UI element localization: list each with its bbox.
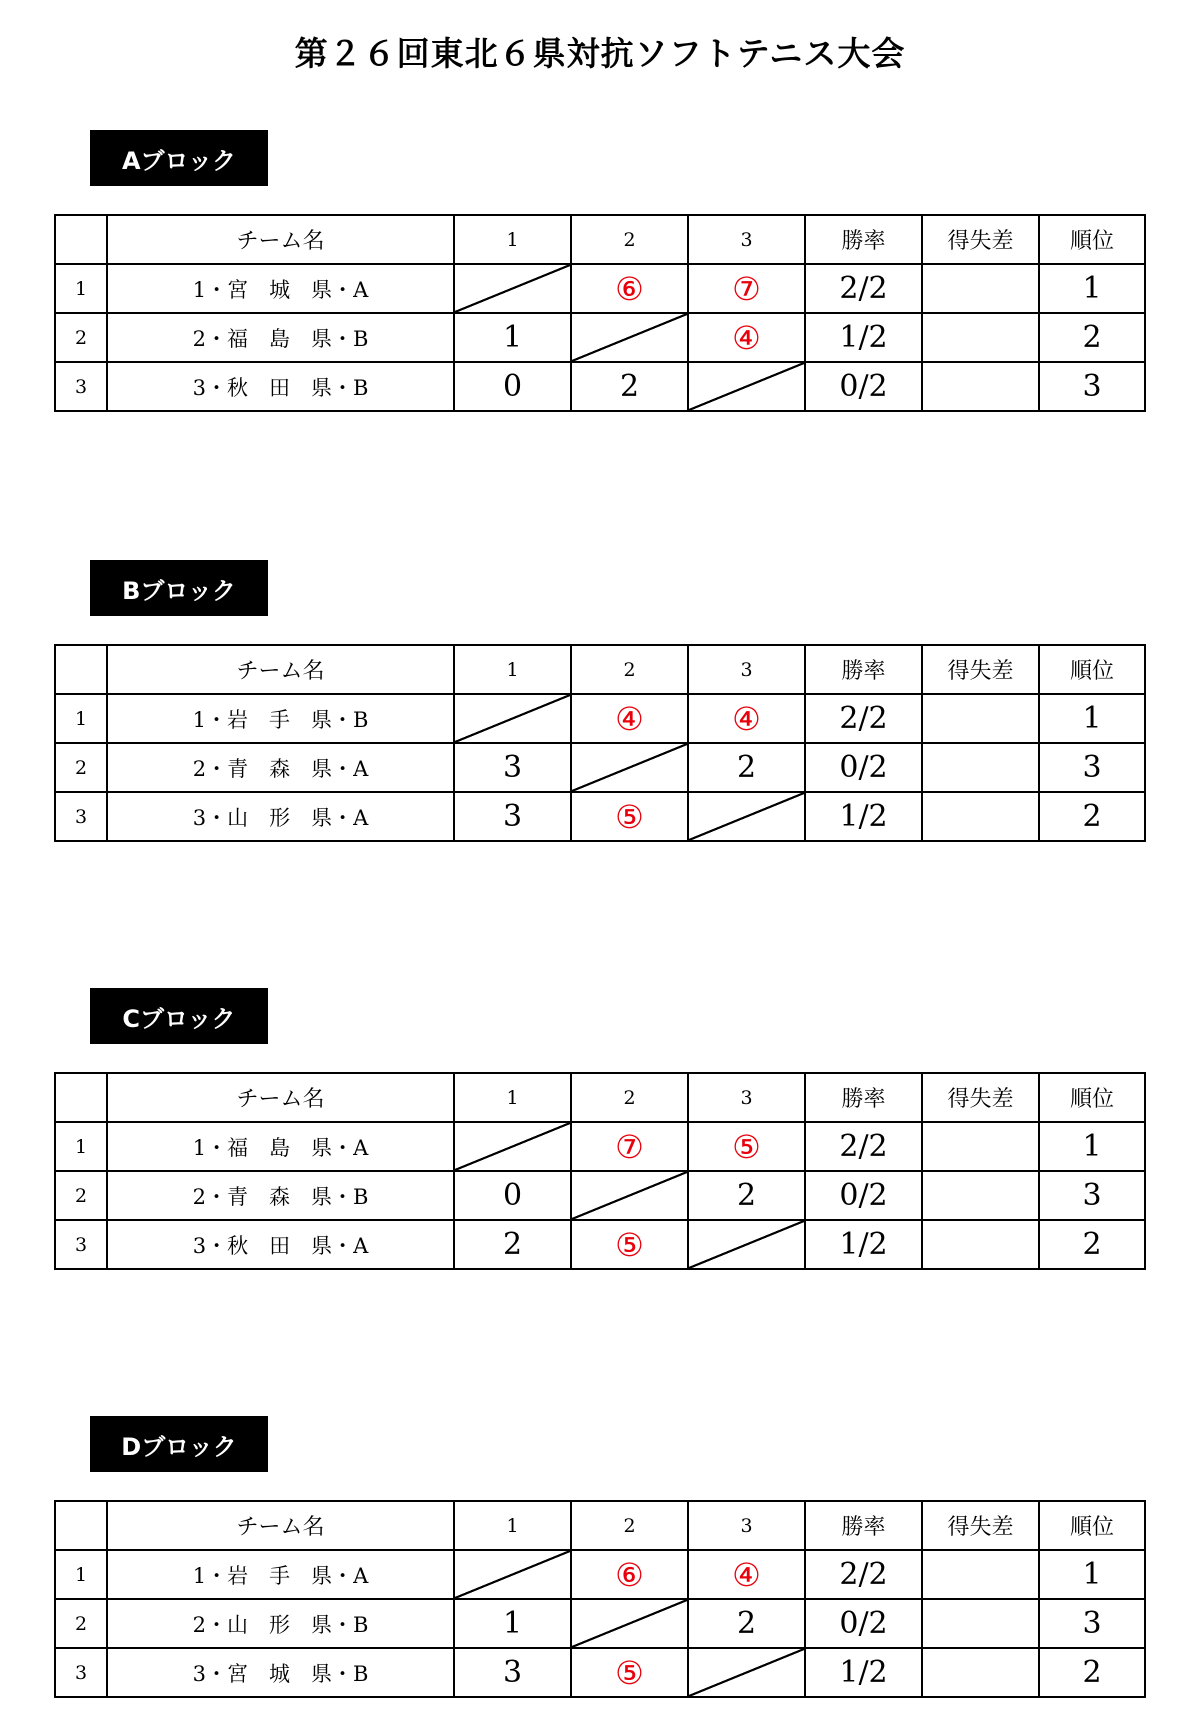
score-vs-2: 2 (571, 362, 688, 411)
score-diff (922, 1550, 1039, 1599)
score-diff (922, 1220, 1039, 1269)
table-row (55, 1648, 1145, 1697)
self-match-diagonal (454, 1122, 571, 1171)
header-row (55, 1501, 1145, 1550)
score-vs-1: 0 (454, 1171, 571, 1220)
team-name: 1・宮 城 県・A (107, 264, 454, 313)
score-diff (922, 1171, 1039, 1220)
header-rank: 順位 (1039, 215, 1145, 264)
win-rate: 1/2 (805, 792, 922, 841)
header-score-diff: 得失差 (922, 1501, 1039, 1550)
team-name: 3・秋 田 県・B (107, 362, 454, 411)
team-name: 2・山 形 県・B (107, 1599, 454, 1648)
header-match-1: 1 (454, 645, 571, 694)
team-name: 3・宮 城 県・B (107, 1648, 454, 1697)
score-diff (922, 313, 1039, 362)
score-vs-3: 2 (688, 743, 805, 792)
self-match-diagonal (688, 1648, 805, 1697)
win-rate: 2/2 (805, 1550, 922, 1599)
rank: 1 (1039, 264, 1145, 313)
row-index: 2 (55, 743, 107, 792)
team-name: 1・福 島 県・A (107, 1122, 454, 1171)
score-diff (922, 792, 1039, 841)
score-vs-2: ⑦ (571, 1122, 688, 1171)
win-rate: 0/2 (805, 743, 922, 792)
rank: 2 (1039, 792, 1145, 841)
team-name: 2・福 島 県・B (107, 313, 454, 362)
header-team: チーム名 (107, 645, 454, 694)
round-robin-table (54, 1500, 1146, 1698)
header-team: チーム名 (107, 215, 454, 264)
score-vs-2: ⑤ (571, 1648, 688, 1697)
round-robin-table (54, 644, 1146, 842)
block-label: Cブロック (90, 988, 268, 1044)
score-vs-1: 3 (454, 1648, 571, 1697)
rank: 3 (1039, 1171, 1145, 1220)
table-row (55, 362, 1145, 411)
self-match-diagonal (571, 1171, 688, 1220)
header-score-diff: 得失差 (922, 645, 1039, 694)
table-row (55, 1220, 1145, 1269)
rank: 1 (1039, 694, 1145, 743)
win-rate: 1/2 (805, 1220, 922, 1269)
row-index: 1 (55, 1550, 107, 1599)
self-match-diagonal (571, 743, 688, 792)
score-diff (922, 1122, 1039, 1171)
self-match-diagonal (454, 264, 571, 313)
score-diff (922, 1599, 1039, 1648)
header-match-1: 1 (454, 1501, 571, 1550)
score-vs-2: ⑥ (571, 1550, 688, 1599)
team-name: 3・山 形 県・A (107, 792, 454, 841)
header-index (55, 1073, 107, 1122)
table-row (55, 1122, 1145, 1171)
round-robin-table (54, 1072, 1146, 1270)
header-match-1: 1 (454, 215, 571, 264)
header-row (55, 215, 1145, 264)
score-vs-1: 1 (454, 313, 571, 362)
header-row (55, 1073, 1145, 1122)
team-name: 1・岩 手 県・A (107, 1550, 454, 1599)
table-row (55, 743, 1145, 792)
table-row (55, 1550, 1145, 1599)
table-row (55, 694, 1145, 743)
win-rate: 1/2 (805, 313, 922, 362)
header-match-2: 2 (571, 1073, 688, 1122)
score-vs-1: 3 (454, 743, 571, 792)
win-rate: 2/2 (805, 1122, 922, 1171)
row-index: 2 (55, 1599, 107, 1648)
header-index (55, 645, 107, 694)
self-match-diagonal (688, 1220, 805, 1269)
score-vs-3: ④ (688, 313, 805, 362)
win-rate: 2/2 (805, 694, 922, 743)
table-row (55, 313, 1145, 362)
score-diff (922, 694, 1039, 743)
row-index: 2 (55, 1171, 107, 1220)
score-vs-3: ⑤ (688, 1122, 805, 1171)
header-row (55, 645, 1145, 694)
team-name: 1・岩 手 県・B (107, 694, 454, 743)
win-rate: 2/2 (805, 264, 922, 313)
score-vs-1: 0 (454, 362, 571, 411)
header-match-2: 2 (571, 1501, 688, 1550)
rank: 2 (1039, 313, 1145, 362)
header-match-3: 3 (688, 215, 805, 264)
round-robin-table (54, 214, 1146, 412)
header-match-2: 2 (571, 645, 688, 694)
block-label: Dブロック (90, 1416, 268, 1472)
score-diff (922, 1648, 1039, 1697)
score-vs-1: 2 (454, 1220, 571, 1269)
rank: 3 (1039, 1599, 1145, 1648)
header-team: チーム名 (107, 1501, 454, 1550)
rank: 2 (1039, 1648, 1145, 1697)
header-match-3: 3 (688, 645, 805, 694)
team-name: 3・秋 田 県・A (107, 1220, 454, 1269)
score-vs-3: ④ (688, 694, 805, 743)
win-rate: 1/2 (805, 1648, 922, 1697)
win-rate: 0/2 (805, 1599, 922, 1648)
self-match-diagonal (454, 694, 571, 743)
rank: 1 (1039, 1122, 1145, 1171)
score-vs-3: ④ (688, 1550, 805, 1599)
table-row (55, 792, 1145, 841)
score-vs-3: ⑦ (688, 264, 805, 313)
header-rank: 順位 (1039, 645, 1145, 694)
score-vs-1: 3 (454, 792, 571, 841)
rank: 2 (1039, 1220, 1145, 1269)
team-name: 2・青 森 県・A (107, 743, 454, 792)
score-vs-3: 2 (688, 1599, 805, 1648)
row-index: 1 (55, 1122, 107, 1171)
win-rate: 0/2 (805, 362, 922, 411)
header-match-3: 3 (688, 1501, 805, 1550)
page-title: 第２６回東北６県対抗ソフトテニス大会 (294, 34, 906, 73)
header-rank: 順位 (1039, 1501, 1145, 1550)
table-row (55, 264, 1145, 313)
header-index (55, 215, 107, 264)
block-label: Bブロック (90, 560, 268, 616)
header-match-1: 1 (454, 1073, 571, 1122)
block-label: Aブロック (90, 130, 268, 186)
self-match-diagonal (571, 1599, 688, 1648)
header-win-rate: 勝率 (805, 1073, 922, 1122)
header-match-3: 3 (688, 1073, 805, 1122)
row-index: 1 (55, 694, 107, 743)
score-vs-1: 1 (454, 1599, 571, 1648)
rank: 3 (1039, 743, 1145, 792)
score-vs-2: ⑤ (571, 1220, 688, 1269)
score-vs-2: ⑤ (571, 792, 688, 841)
header-team: チーム名 (107, 1073, 454, 1122)
header-match-2: 2 (571, 215, 688, 264)
win-rate: 0/2 (805, 1171, 922, 1220)
header-index (55, 1501, 107, 1550)
row-index: 1 (55, 264, 107, 313)
score-vs-3: 2 (688, 1171, 805, 1220)
header-score-diff: 得失差 (922, 1073, 1039, 1122)
row-index: 2 (55, 313, 107, 362)
score-vs-2: ④ (571, 694, 688, 743)
header-win-rate: 勝率 (805, 215, 922, 264)
self-match-diagonal (571, 313, 688, 362)
score-diff (922, 362, 1039, 411)
rank: 1 (1039, 1550, 1145, 1599)
table-row (55, 1171, 1145, 1220)
row-index: 3 (55, 792, 107, 841)
row-index: 3 (55, 362, 107, 411)
self-match-diagonal (454, 1550, 571, 1599)
score-diff (922, 264, 1039, 313)
team-name: 2・青 森 県・B (107, 1171, 454, 1220)
rank: 3 (1039, 362, 1145, 411)
score-diff (922, 743, 1039, 792)
header-score-diff: 得失差 (922, 215, 1039, 264)
self-match-diagonal (688, 792, 805, 841)
score-vs-2: ⑥ (571, 264, 688, 313)
header-win-rate: 勝率 (805, 1501, 922, 1550)
row-index: 3 (55, 1220, 107, 1269)
header-win-rate: 勝率 (805, 645, 922, 694)
row-index: 3 (55, 1648, 107, 1697)
table-row (55, 1599, 1145, 1648)
self-match-diagonal (688, 362, 805, 411)
header-rank: 順位 (1039, 1073, 1145, 1122)
